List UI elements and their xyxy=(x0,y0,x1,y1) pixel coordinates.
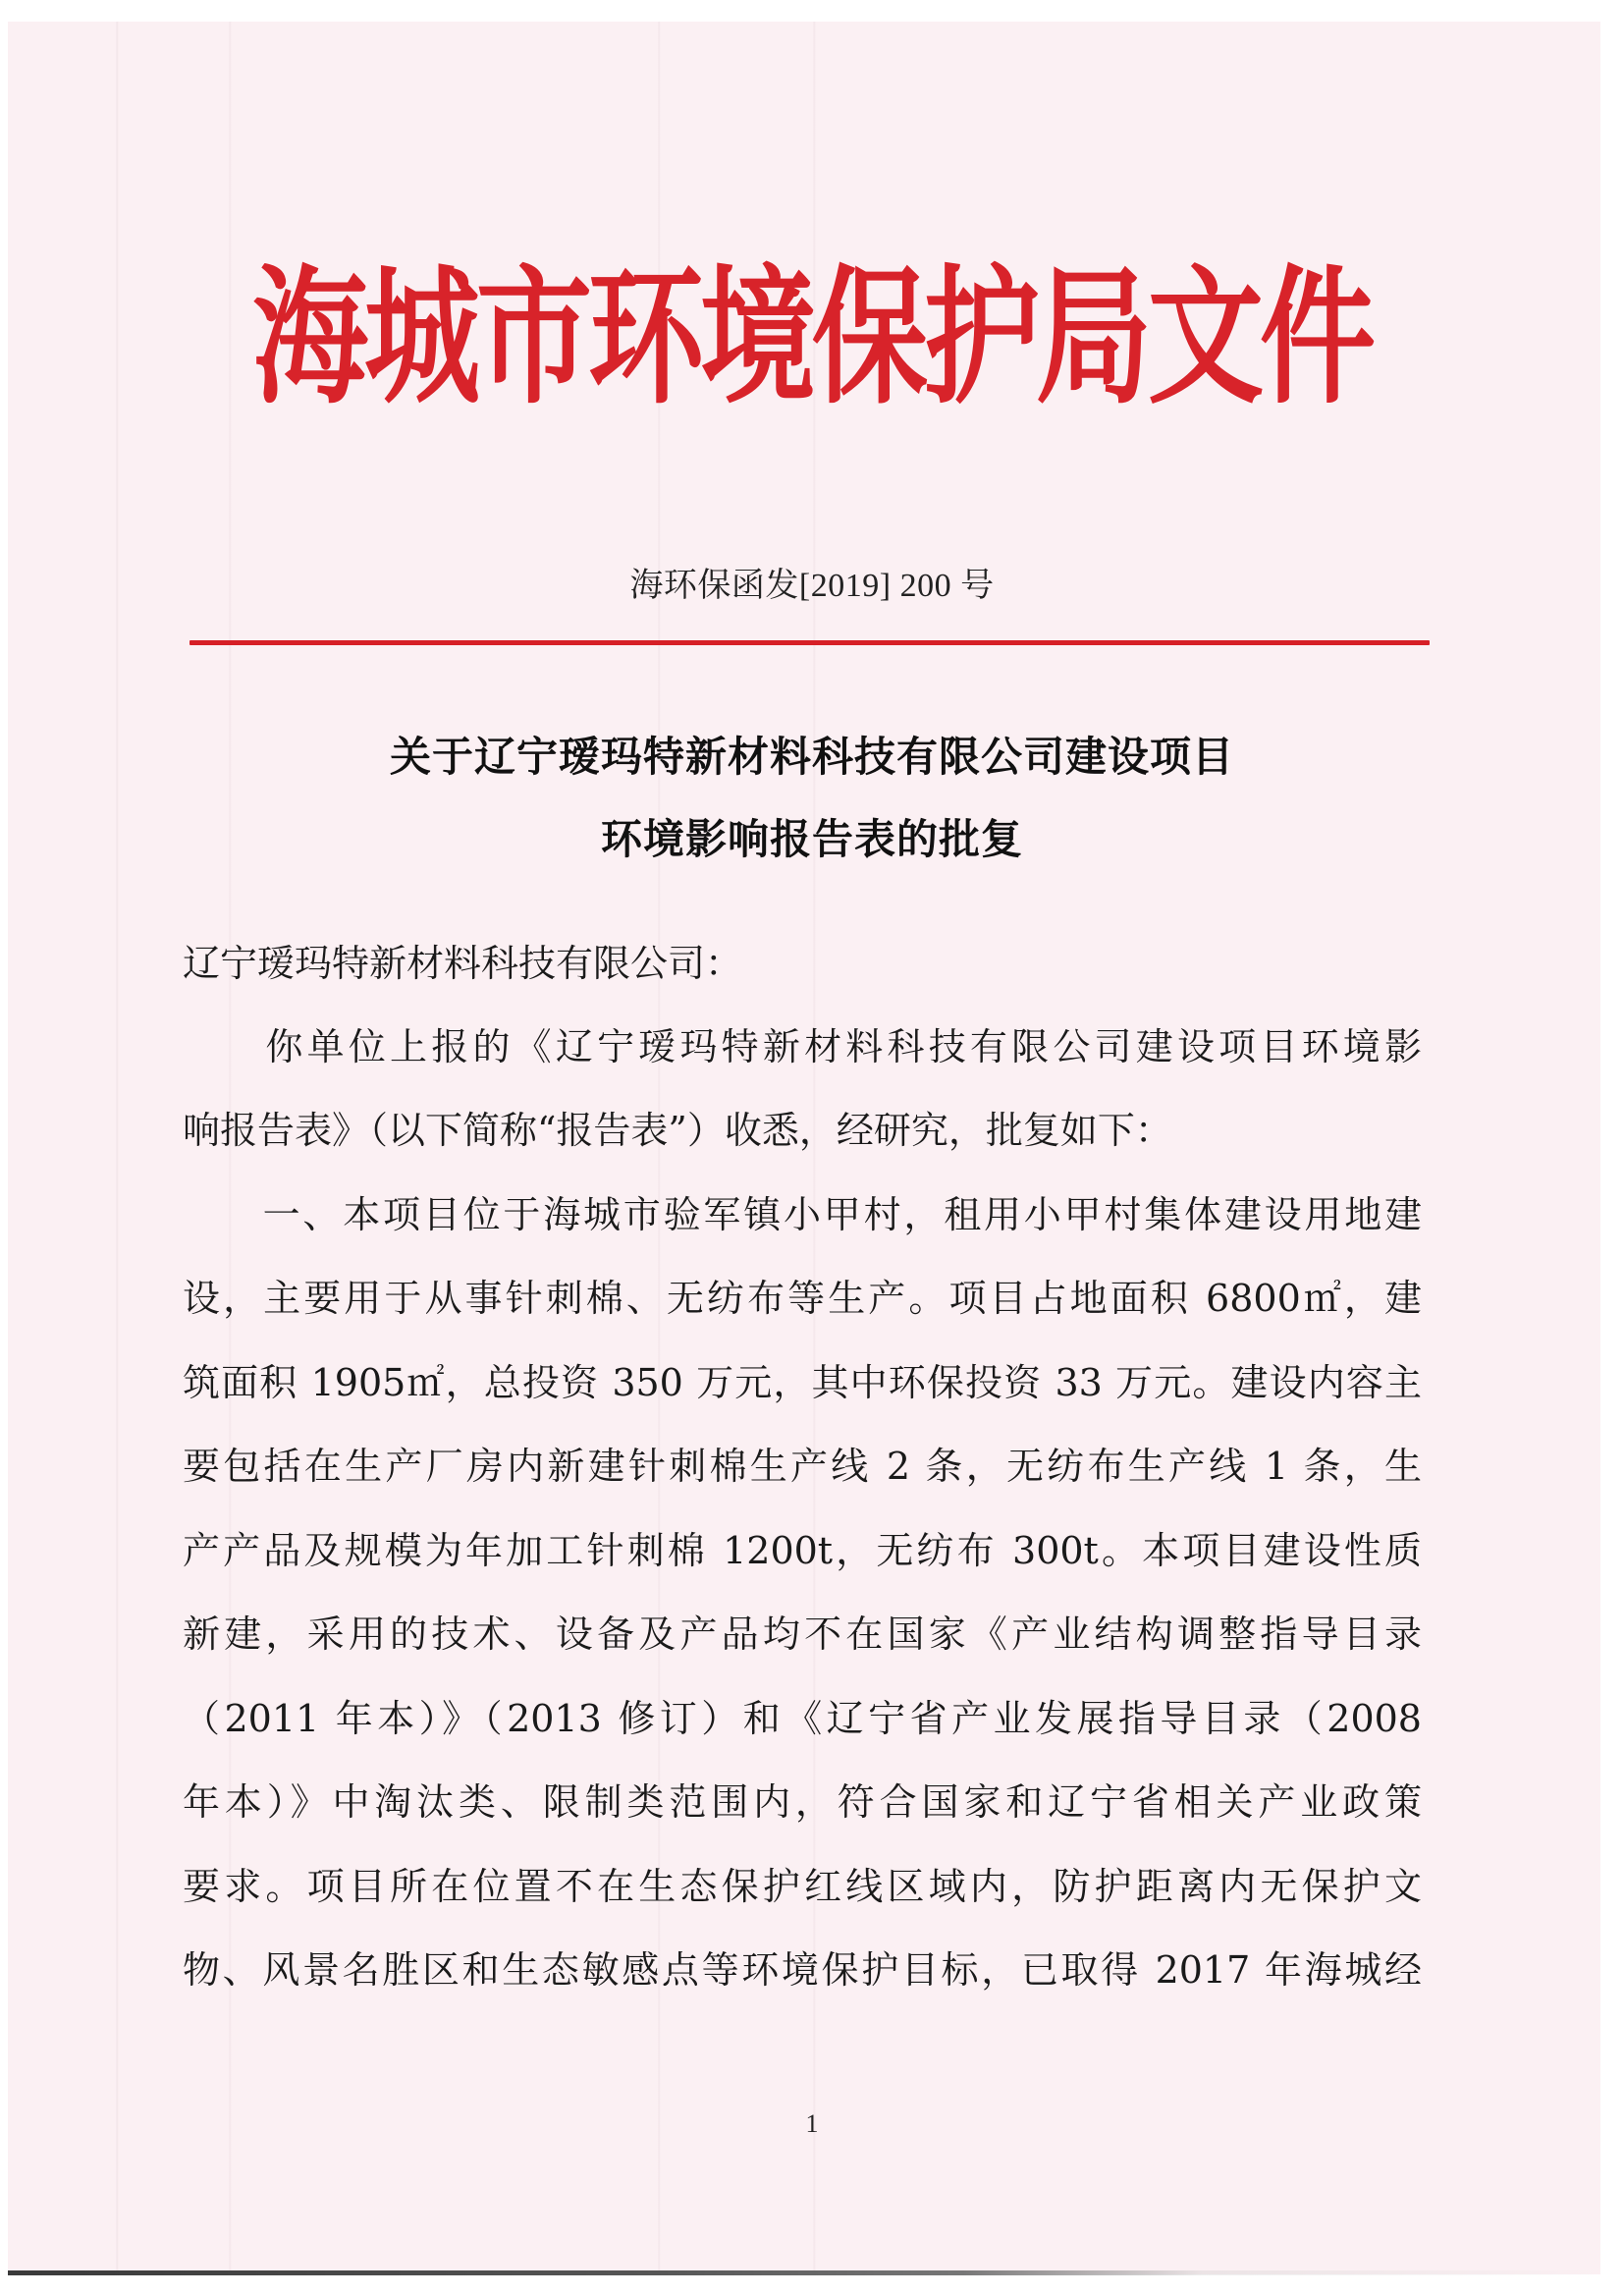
document-number: 海环保函发[2019] 200 号 xyxy=(629,568,995,604)
body-line: 新建，采用的技术、设备及产品均不在国家《产业结构调整指导目录 xyxy=(183,1613,1422,1656)
body-line: 年本）》中淘汰类、限制类范围内，符合国家和辽宁省相关产业政策 xyxy=(183,1780,1422,1824)
body-line: 设，主要用于从事针刺棉、无纺布等生产。项目占地面积 6800㎡，建 xyxy=(183,1277,1422,1320)
scan-edge-shadow xyxy=(8,2270,1600,2275)
page-number: 1 xyxy=(805,2109,819,2138)
salutation: 辽宁瑷玛特新材料科技有限公司： xyxy=(183,942,743,985)
body-line: 要求。项目所在位置不在生态保护红线区域内，防护距离内无保护文 xyxy=(183,1865,1422,1908)
body-line: 要包括在生产厂房内新建针刺棉生产线 2 条，无纺布生产线 1 条，生 xyxy=(183,1445,1422,1488)
body-line: 产产品及规模为年加工针刺棉 1200t，无纺布 300t。本项目建设性质 xyxy=(183,1529,1422,1572)
body-line: 你单位上报的《辽宁瑷玛特新材料科技有限公司建设项目环境影 xyxy=(183,1025,1422,1068)
body-line: 筑面积 1905㎡，总投资 350 万元，其中环保投资 33 万元。建设内容主 xyxy=(183,1361,1422,1404)
body-line: 一、本项目位于海城市验军镇小甲村，租用小甲村集体建设用地建 xyxy=(183,1193,1422,1236)
body-line: 物、风景名胜区和生态敏感点等环境保护目标，已取得 2017 年海城经 xyxy=(183,1948,1422,1992)
document-title-line-2: 环境影响报告表的批复 xyxy=(600,815,1023,863)
document-title-line-1: 关于辽宁瑷玛特新材料科技有限公司建设项目 xyxy=(389,733,1234,781)
body-line: （2011 年本）》（2013 修订）和《辽宁省产业发展指导目录（2008 xyxy=(183,1697,1422,1740)
body-line: 响报告表》（以下简称“报告表”）收悉，经研究，批复如下： xyxy=(183,1109,1172,1152)
masthead-title: 海城市环境保护局文件 xyxy=(251,248,1372,424)
red-divider-rule xyxy=(189,640,1430,645)
